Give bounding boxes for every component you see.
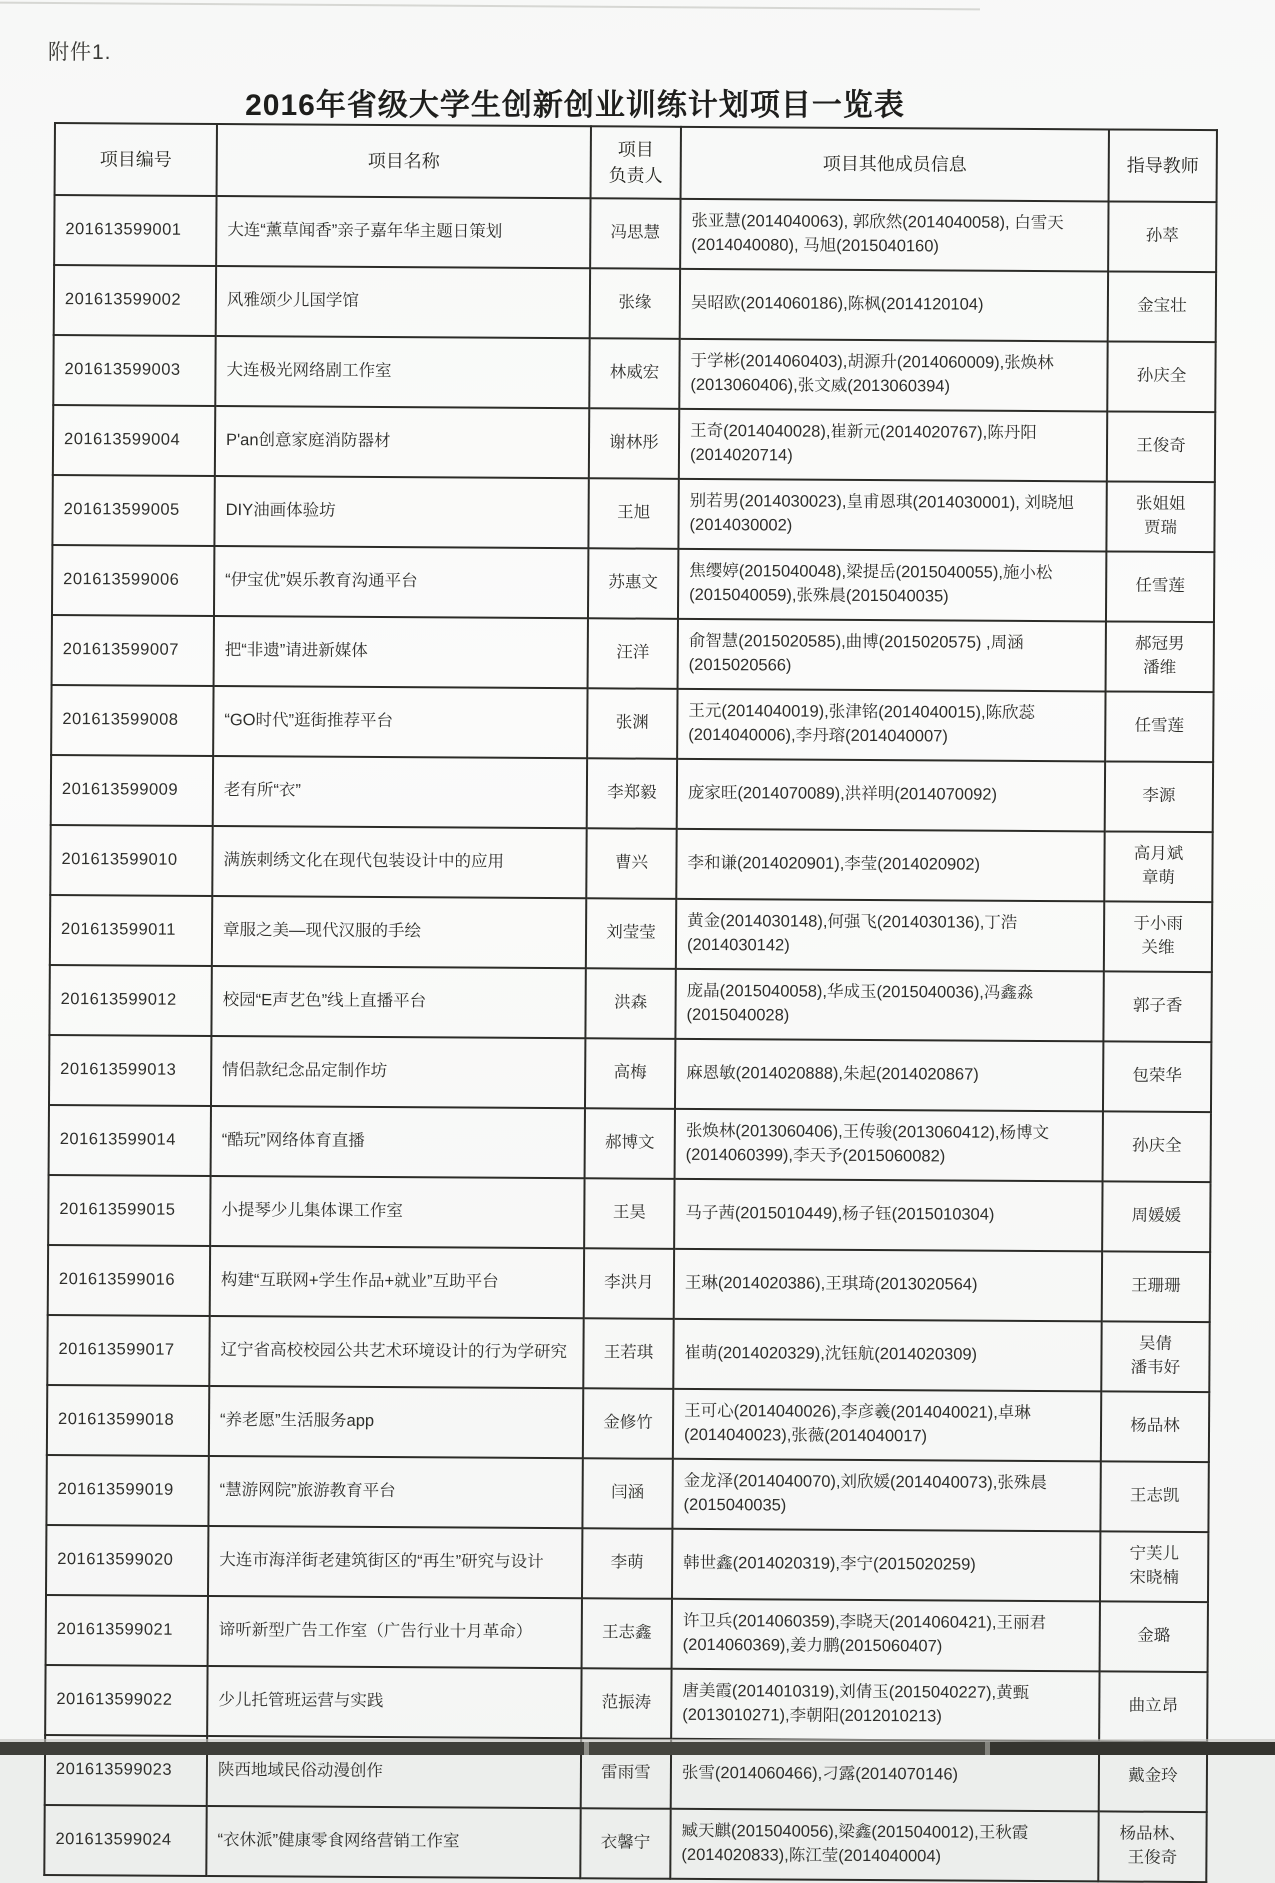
table-row xyxy=(50,895,1212,972)
table-row xyxy=(53,405,1215,482)
project-id-cell: 201613599021 xyxy=(46,1595,208,1666)
project-name-cell: 大连市海洋街老建筑街区的“再生”研究与设计 xyxy=(208,1526,582,1598)
project-id-cell: 201613599018 xyxy=(47,1385,209,1456)
project-members-cell: 别若男(2014030023),皇甫恩琪(2014030001), 刘晓旭(2014030002) xyxy=(678,479,1106,552)
project-members-cell: 李和谦(2014020901),李莹(2014020902) xyxy=(676,829,1104,902)
project-leader-cell: 王昊 xyxy=(584,1178,674,1249)
page-title: 2016年省级大学生创新创业训练计划项目一览表 xyxy=(245,89,905,122)
project-leader-cell: 衣馨宁 xyxy=(580,1808,670,1879)
project-name-cell: 辽宁省高校校园公共艺术环境设计的行为学研究 xyxy=(209,1316,583,1388)
project-name-cell: 陕西地域民俗动漫创作 xyxy=(207,1736,581,1808)
table-row xyxy=(51,685,1213,762)
project-name-cell: “酷玩”网络体育直播 xyxy=(211,1106,585,1178)
project-id-cell: 201613599002 xyxy=(54,265,216,336)
project-name-cell: 满族刺绣文化在现代包装设计中的应用 xyxy=(212,826,586,898)
project-id-cell: 201613599017 xyxy=(47,1315,209,1386)
advisor-cell: 郭子香 xyxy=(1103,971,1211,1042)
project-id-cell: 201613599013 xyxy=(49,1035,211,1106)
header-advisor: 指导教师 xyxy=(1109,129,1217,202)
advisor-cell: 杨品林、 王俊奇 xyxy=(1098,1811,1206,1882)
project-id-cell: 201613599012 xyxy=(49,965,211,1036)
project-id-cell: 201613599003 xyxy=(53,335,215,406)
project-id-cell: 201613599022 xyxy=(45,1665,207,1736)
project-members-cell: 韩世鑫(2014020319),李宁(2015020259) xyxy=(672,1529,1100,1602)
project-leader-cell: 李郑毅 xyxy=(587,758,677,829)
table-row xyxy=(44,1805,1206,1882)
project-members-cell: 许卫兵(2014060359),李晓天(2014060421),王丽君(2014060369),姜力鹏(2015060407) xyxy=(672,1599,1100,1672)
advisor-cell: 王珊珊 xyxy=(1102,1251,1210,1322)
project-leader-cell: 汪洋 xyxy=(588,618,678,689)
project-id-cell: 201613599020 xyxy=(46,1525,208,1596)
project-members-cell: 王可心(2014040026),李彦羲(2014040021),卓琳(2014040023),张薇(2014040017) xyxy=(673,1389,1101,1462)
project-members-cell: 庞晶(2015040058),华成玉(2015040036),冯鑫淼(2015040028) xyxy=(675,969,1103,1042)
project-members-cell: 金龙泽(2014040070),刘欣媛(2014040073),张殊晨(2015040035) xyxy=(672,1459,1100,1532)
table-row xyxy=(53,335,1215,412)
scan-edge-segment xyxy=(990,1742,1275,1755)
table-row xyxy=(49,1035,1211,1112)
project-members-cell: 臧天麒(2015040056),梁鑫(2015040012),王秋霞(2014020833),陈江莹(2014040004) xyxy=(670,1809,1098,1882)
table-row xyxy=(54,195,1216,272)
project-name-cell: DIY油画体验坊 xyxy=(214,476,588,548)
advisor-cell: 孙庆全 xyxy=(1103,1111,1211,1182)
table-row xyxy=(49,1105,1211,1182)
project-id-cell: 201613599001 xyxy=(54,195,216,266)
advisor-cell: 于小雨 关维 xyxy=(1104,901,1212,972)
project-name-cell: 老有所“衣” xyxy=(213,756,587,828)
table-row xyxy=(51,755,1213,832)
project-members-cell: 王琳(2014020386),王琪琦(2013020564) xyxy=(674,1249,1102,1322)
table-row xyxy=(47,1385,1209,1462)
advisor-cell: 高月斌 章萌 xyxy=(1104,831,1212,902)
advisor-cell: 包荣华 xyxy=(1103,1041,1211,1112)
advisor-cell: 戴金玲 xyxy=(1099,1741,1207,1812)
advisor-cell: 曲立昂 xyxy=(1099,1671,1207,1742)
project-name-cell: “GO时代”逛街推荐平台 xyxy=(213,686,587,758)
project-leader-cell: 王旭 xyxy=(588,478,678,549)
table-row xyxy=(46,1525,1208,1602)
scan-edge-segment xyxy=(589,1742,985,1755)
project-name-cell: “慧游网院”旅游教育平台 xyxy=(208,1456,582,1528)
header-project-id: 项目编号 xyxy=(55,123,217,196)
project-name-cell: “衣休派”健康零食网络营销工作室 xyxy=(206,1806,580,1878)
project-members-cell: 崔萌(2014020329),沈钰航(2014020309) xyxy=(673,1319,1101,1392)
project-members-cell: 焦缨婷(2015040048),梁提岳(2015040055),施小松(2015040059),张殊晨(2015040035) xyxy=(678,549,1106,622)
advisor-cell: 周媛媛 xyxy=(1102,1181,1210,1252)
table-row xyxy=(49,965,1211,1042)
advisor-cell: 王俊奇 xyxy=(1107,411,1215,482)
project-id-cell: 201613599011 xyxy=(50,895,212,966)
projects-table-wrapper xyxy=(43,122,1218,1883)
project-members-cell: 王奇(2014040028),崔新元(2014020767),陈丹阳(2014020714) xyxy=(679,409,1107,482)
project-id-cell: 201613599009 xyxy=(51,755,213,826)
project-name-cell: “养老愿”生活服务app xyxy=(209,1386,583,1458)
header-project-name: 项目名称 xyxy=(217,124,591,198)
project-id-cell: 201613599008 xyxy=(51,685,213,756)
advisor-cell: 孙萃 xyxy=(1108,201,1216,272)
project-members-cell: 于学彬(2014060403),胡源升(2014060009),张焕林(2013060406),张文威(2013060394) xyxy=(679,339,1107,412)
project-leader-cell: 谢林彤 xyxy=(589,408,679,479)
advisor-cell: 李源 xyxy=(1105,761,1213,832)
project-id-cell: 201613599024 xyxy=(44,1805,206,1876)
project-leader-cell: 洪森 xyxy=(585,968,675,1039)
project-name-cell: “伊宝优”娱乐教育沟通平台 xyxy=(214,546,588,618)
scan-edge-band xyxy=(0,1742,1275,1755)
projects-table xyxy=(43,122,1218,1883)
project-members-cell: 马子茜(2015010449),杨子钰(2015010304) xyxy=(674,1179,1102,1252)
scan-streak-artifact xyxy=(0,2,980,11)
project-leader-cell: 范振涛 xyxy=(581,1668,671,1739)
project-name-cell: 小提琴少儿集体课工作室 xyxy=(210,1176,584,1248)
project-leader-cell: 王若琪 xyxy=(583,1318,673,1389)
project-id-cell: 201613599014 xyxy=(49,1105,211,1176)
project-leader-cell: 张渊 xyxy=(587,688,677,759)
advisor-cell: 任雪莲 xyxy=(1106,551,1214,622)
project-leader-cell: 闫涵 xyxy=(582,1458,672,1529)
table-row xyxy=(50,825,1212,902)
project-members-cell: 麻恩敏(2014020888),朱起(2014020867) xyxy=(675,1039,1103,1112)
advisor-cell: 王志凯 xyxy=(1100,1461,1208,1532)
project-name-cell: 把“非遗”请进新媒体 xyxy=(214,616,588,688)
project-leader-cell: 王志鑫 xyxy=(582,1598,672,1669)
project-leader-cell: 林威宏 xyxy=(589,338,679,409)
project-leader-cell: 苏惠文 xyxy=(588,548,678,619)
project-id-cell: 201613599005 xyxy=(52,475,214,546)
project-leader-cell: 雷雨雪 xyxy=(581,1738,671,1809)
advisor-cell: 吴倩 潘韦好 xyxy=(1101,1321,1209,1392)
table-row xyxy=(52,545,1214,622)
project-id-cell: 201613599019 xyxy=(46,1455,208,1526)
table-row xyxy=(46,1455,1208,1532)
advisor-cell: 张姐姐 贾瑞 xyxy=(1106,481,1214,552)
project-members-cell: 唐美霞(2014010319),刘倩玉(2015040227),黄甄(2013010271),李朝阳(2012010213) xyxy=(671,1669,1099,1742)
table-row xyxy=(45,1665,1207,1742)
table-row xyxy=(52,475,1214,552)
project-name-cell: 风雅颂少儿国学馆 xyxy=(216,266,590,338)
project-name-cell: 校园“E声艺色”线上直播平台 xyxy=(211,966,585,1038)
project-leader-cell: 郝博文 xyxy=(585,1108,675,1179)
project-leader-cell: 冯思慧 xyxy=(590,198,680,269)
project-members-cell: 吴昭欧(2014060186),陈枫(2014120104) xyxy=(680,269,1108,342)
project-members-cell: 张亚慧(2014040063), 郭欣然(2014040058), 白雪天(2014040080), 马旭(2015040160) xyxy=(680,199,1108,272)
table-row xyxy=(48,1175,1210,1252)
project-id-cell: 201613599023 xyxy=(45,1735,207,1806)
advisor-cell: 任雪莲 xyxy=(1105,691,1213,762)
project-name-cell: 大连极光网络剧工作室 xyxy=(215,336,589,408)
table-row xyxy=(54,265,1216,342)
project-id-cell: 201613599010 xyxy=(50,825,212,896)
project-members-cell: 张雪(2014060466),刁露(2014070146) xyxy=(671,1739,1099,1812)
advisor-cell: 郝冠男 潘维 xyxy=(1106,621,1214,692)
project-leader-cell: 刘莹莹 xyxy=(586,898,676,969)
header-project-leader: 项目 负责人 xyxy=(591,126,681,199)
table-row xyxy=(48,1245,1210,1322)
project-members-cell: 张焕林(2013060406),王传骏(2013060412),杨博文(2014060399),李天予(2015060082) xyxy=(675,1109,1103,1182)
project-leader-cell: 高梅 xyxy=(585,1038,675,1109)
advisor-cell: 杨品林 xyxy=(1101,1391,1209,1462)
table-row xyxy=(47,1315,1209,1392)
advisor-cell: 宁芙儿 宋晓楠 xyxy=(1100,1531,1208,1602)
project-members-cell: 俞智慧(2015020585),曲博(2015020575) ,周涵(2015020566) xyxy=(678,619,1106,692)
project-leader-cell: 李萌 xyxy=(582,1528,672,1599)
project-name-cell: 构建“互联网+学生作品+就业”互助平台 xyxy=(210,1246,584,1318)
scan-edge-segment xyxy=(0,1742,584,1755)
table-row xyxy=(46,1595,1208,1672)
advisor-cell: 金璐 xyxy=(1100,1601,1208,1672)
table-header-row xyxy=(55,123,1217,202)
project-leader-cell: 张缘 xyxy=(590,268,680,339)
attachment-label: 附件1. xyxy=(48,41,112,64)
project-name-cell: 谛听新型广告工作室（广告行业十月革命） xyxy=(208,1596,582,1668)
project-id-cell: 201613599007 xyxy=(52,615,214,686)
advisor-cell: 孙庆全 xyxy=(1107,341,1215,412)
project-members-cell: 黄金(2014030148),何强飞(2014030136),丁浩(2014030142) xyxy=(676,899,1104,972)
header-project-members: 项目其他成员信息 xyxy=(681,127,1109,202)
project-name-cell: 大连“薰草闻香”亲子嘉年华主题日策划 xyxy=(216,196,590,268)
project-leader-cell: 金修竹 xyxy=(583,1388,673,1459)
project-id-cell: 201613599006 xyxy=(52,545,214,616)
project-id-cell: 201613599016 xyxy=(48,1245,210,1316)
project-members-cell: 庞家旺(2014070089),洪祥明(2014070092) xyxy=(677,759,1105,832)
project-name-cell: 章服之美—现代汉服的手绘 xyxy=(212,896,586,968)
project-leader-cell: 李洪月 xyxy=(584,1248,674,1319)
project-id-cell: 201613599015 xyxy=(48,1175,210,1246)
project-name-cell: 情侣款纪念品定制作坊 xyxy=(211,1036,585,1108)
project-id-cell: 201613599004 xyxy=(53,405,215,476)
advisor-cell: 金宝壮 xyxy=(1108,271,1216,342)
table-row xyxy=(52,615,1214,692)
project-name-cell: 少儿托管班运营与实践 xyxy=(207,1666,581,1738)
project-members-cell: 王元(2014040019),张津铭(2014040015),陈欣蕊(2014040006),李丹瑢(2014040007) xyxy=(677,689,1105,762)
project-name-cell: P'an创意家庭消防器材 xyxy=(215,406,589,478)
project-leader-cell: 曹兴 xyxy=(586,828,676,899)
